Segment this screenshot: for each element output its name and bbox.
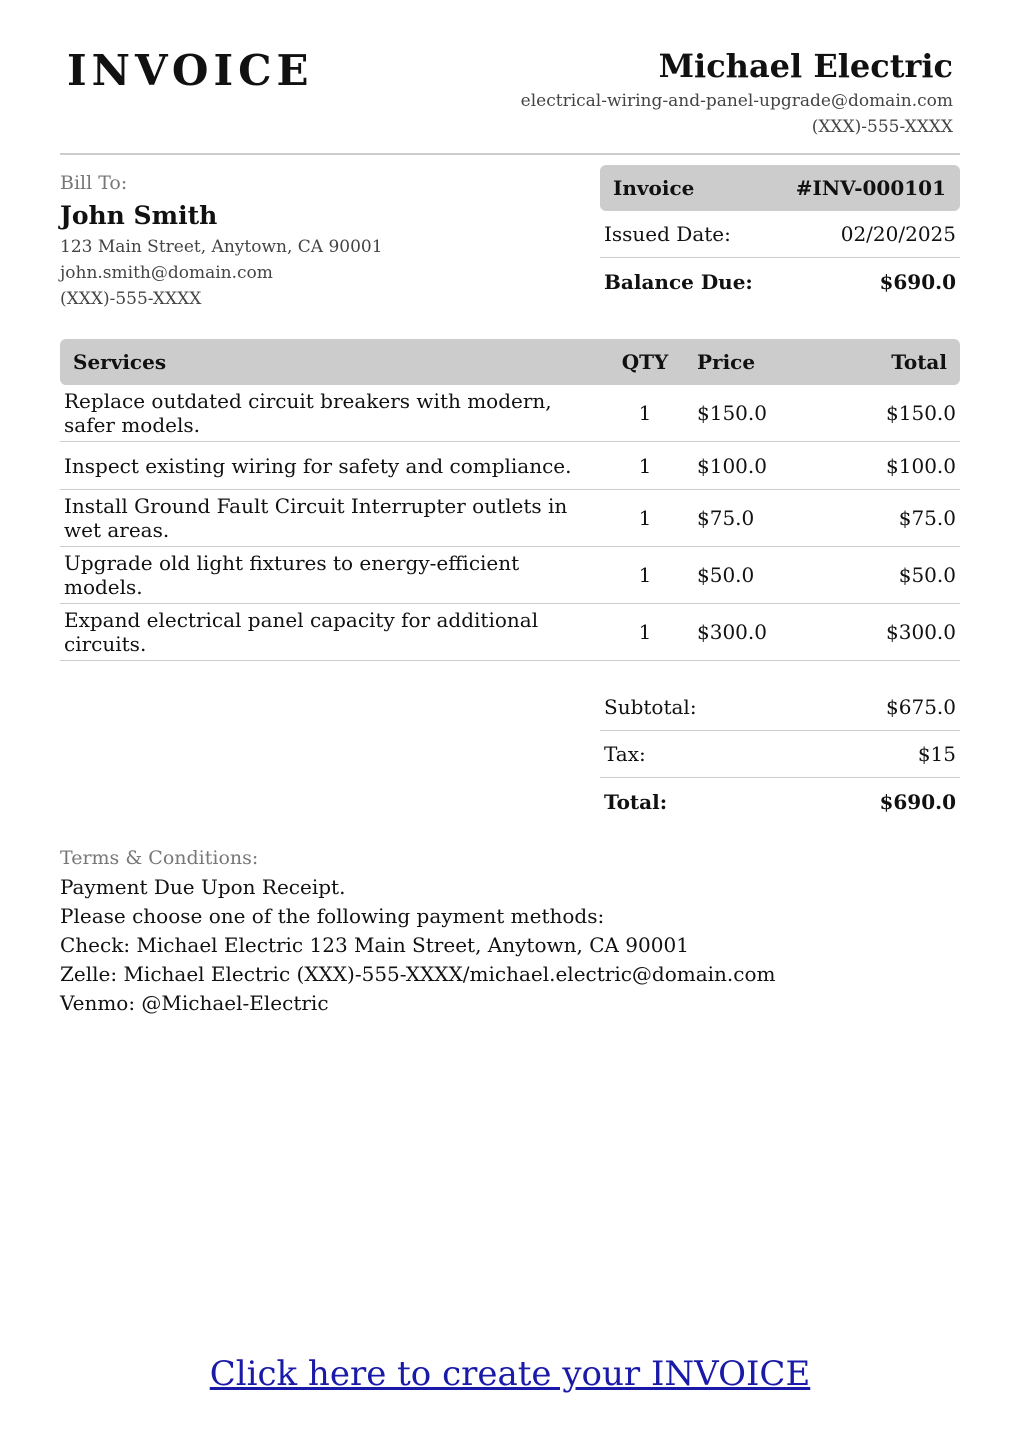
service-price: $50.0: [697, 563, 755, 587]
client-address: 123 Main Street, Anytown, CA 90001: [60, 237, 383, 257]
service-qty: 1: [638, 620, 652, 644]
table-row: [60, 442, 960, 490]
company-block: [521, 44, 953, 140]
create-invoice-link[interactable]: Click here to create your INVOICE: [209, 1354, 811, 1394]
column-header-qty: QTY: [621, 350, 669, 374]
service-total: $150.0: [886, 401, 956, 425]
bill-to-block: [60, 168, 580, 312]
service-total: $75.0: [898, 506, 956, 530]
table-row: [60, 385, 960, 442]
service-qty: 1: [638, 453, 652, 478]
invoice-page: [60, 0, 960, 1443]
service-description: Expand electrical panel capacity for additional circuits.: [64, 608, 539, 656]
balance-due-label: Balance Due:: [604, 269, 753, 294]
table-row: [60, 490, 960, 547]
terms-line: Zelle: Michael Electric (XXX)-555-XXXX/michael.electric@domain.com: [60, 962, 776, 986]
totals-block: [600, 684, 960, 825]
column-header-price: Price: [697, 350, 756, 374]
terms-line: Payment Due Upon Receipt.: [60, 875, 346, 899]
service-total: $50.0: [898, 563, 956, 587]
service-description: Install Ground Fault Circuit Interrupter outlets in wet areas.: [64, 494, 568, 542]
services-table: [60, 339, 960, 661]
bill-to-label: Bill To:: [60, 172, 128, 194]
total-value: $690.0: [879, 789, 956, 814]
service-qty: 1: [638, 506, 652, 530]
table-row: [60, 604, 960, 661]
terms-label: Terms & Conditions:: [60, 847, 259, 869]
service-total: $100.0: [886, 453, 956, 478]
total-row: [600, 778, 960, 825]
balance-due-row: [600, 258, 960, 305]
document-title: INVOICE: [67, 46, 314, 95]
service-price: $100.0: [697, 453, 767, 478]
terms-block: [60, 843, 960, 1018]
service-qty: 1: [638, 563, 652, 587]
tax-row: [600, 731, 960, 778]
terms-line: Venmo: @Michael-Electric: [60, 991, 329, 1015]
subtotal-label: Subtotal:: [604, 695, 697, 719]
issued-date-row: [600, 211, 960, 258]
invoice-label: Invoice: [613, 176, 695, 200]
service-qty: 1: [638, 401, 652, 425]
service-description: Replace outdated circuit breakers with modern, safer models.: [64, 389, 552, 437]
balance-due-value: $690.0: [879, 269, 956, 294]
services-table-header: [60, 339, 960, 385]
issued-date-value: 02/20/2025: [840, 222, 956, 246]
terms-line: Check: Michael Electric 123 Main Street, Anytown, CA 90001: [60, 933, 689, 957]
terms-line: Please choose one of the following payment methods:: [60, 904, 605, 928]
total-label: Total:: [604, 789, 668, 814]
subtotal-value: $675.0: [886, 695, 956, 719]
column-header-total: Total: [891, 350, 947, 374]
invoice-info-box: [600, 165, 960, 305]
service-description: Upgrade old light fixtures to energy-efficient models.: [64, 551, 520, 599]
service-description: Inspect existing wiring for safety and compliance.: [64, 453, 572, 478]
company-phone: (XXX)-555-XXXX: [811, 117, 953, 137]
subtotal-row: [600, 684, 960, 731]
invoice-number: #INV-000101: [795, 176, 946, 200]
service-total: $300.0: [886, 620, 956, 644]
header-divider: [60, 153, 960, 155]
invoice-number-header: [600, 165, 960, 211]
column-header-services: Services: [73, 350, 167, 374]
tax-value: $15: [917, 742, 956, 766]
service-price: $150.0: [697, 401, 767, 425]
tax-label: Tax:: [604, 742, 646, 766]
client-email: john.smith@domain.com: [60, 263, 273, 283]
company-email: electrical-wiring-and-panel-upgrade@domain.com: [520, 91, 953, 111]
table-row: [60, 547, 960, 604]
client-name: John Smith: [60, 201, 218, 230]
company-name: Michael Electric: [658, 47, 953, 85]
issued-date-label: Issued Date:: [604, 222, 731, 246]
create-invoice-cta: [0, 1352, 1020, 1396]
client-phone: (XXX)-555-XXXX: [60, 289, 202, 309]
service-price: $300.0: [697, 620, 767, 644]
service-price: $75.0: [697, 506, 755, 530]
